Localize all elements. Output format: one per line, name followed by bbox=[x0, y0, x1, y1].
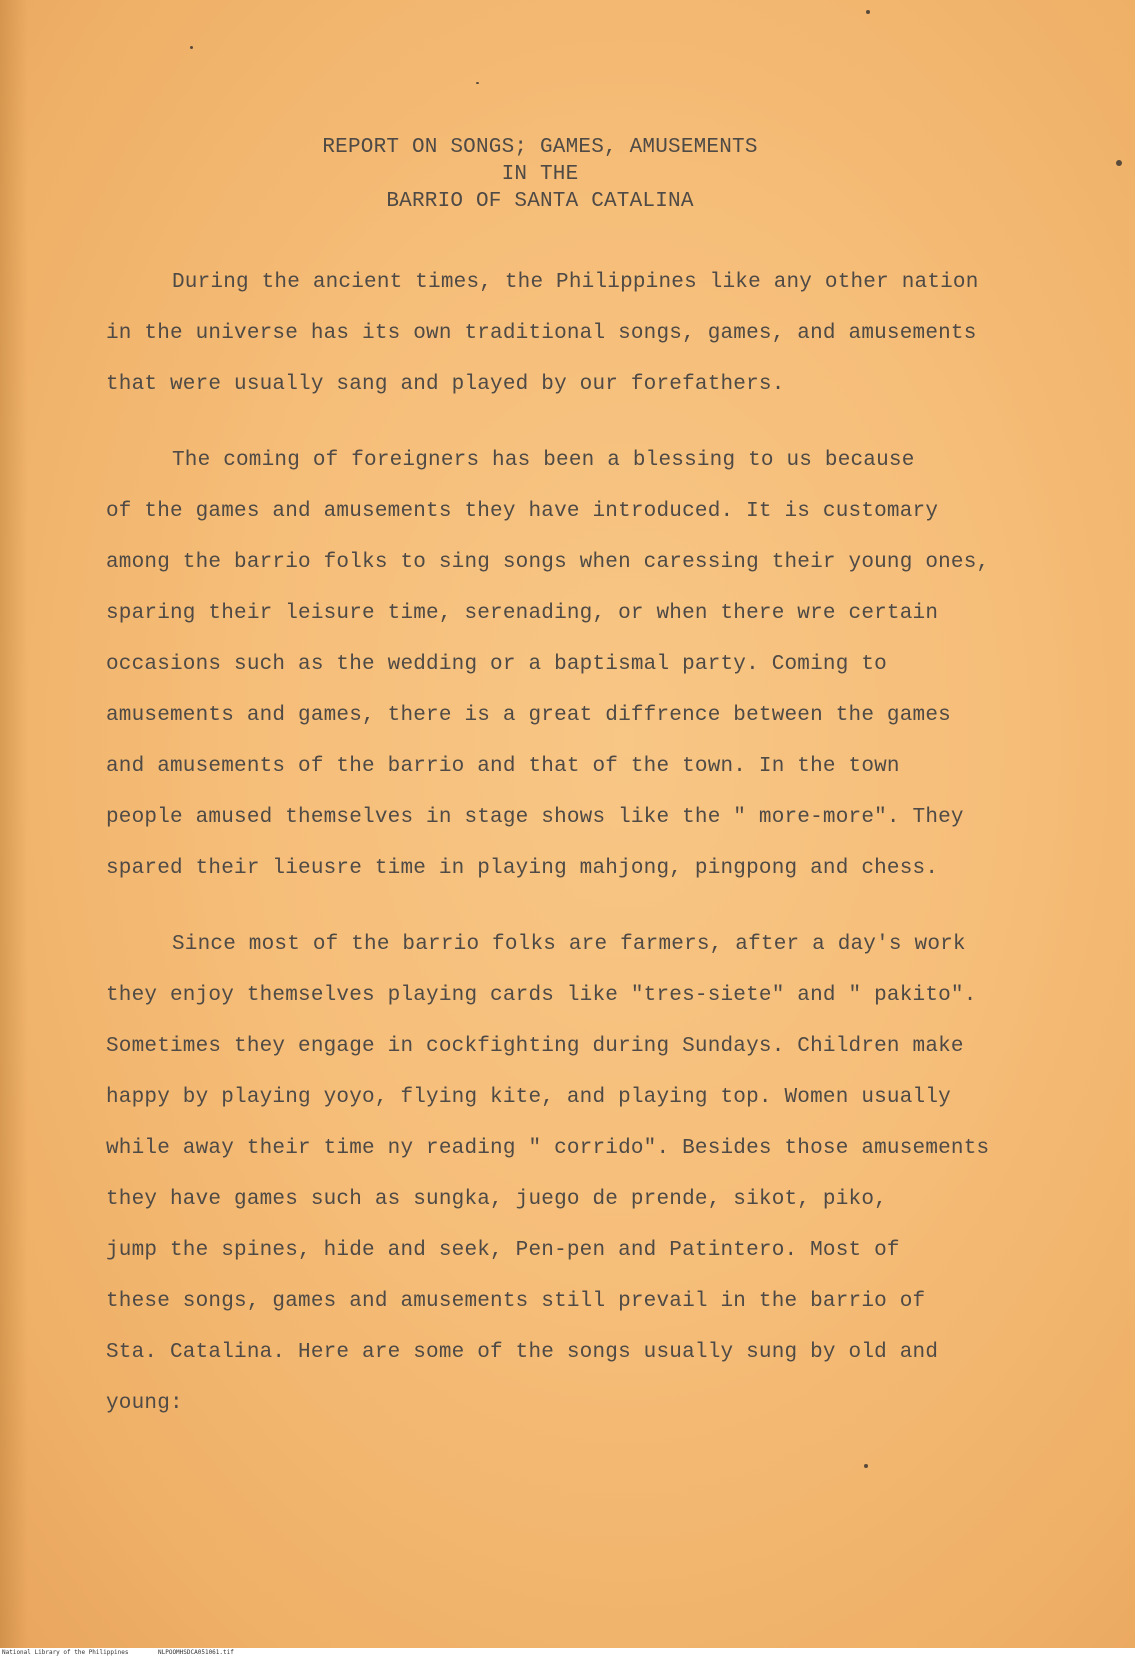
text-line: of the games and amusements they have introduced. It is customary bbox=[106, 500, 939, 523]
text-line: The coming of foreigners has been a blessing to us because bbox=[172, 449, 915, 472]
text-line: these songs, games and amusements still prevail in the barrio of bbox=[106, 1290, 926, 1313]
text-line: in the universe has its own traditional songs, games, and amusements bbox=[106, 322, 977, 345]
text-line: they have games such as sungka, juego de prende, sikot, piko, bbox=[106, 1188, 887, 1211]
text-line: while away their time ny reading " corrido". Besides those amusements bbox=[106, 1137, 990, 1160]
text-line: happy by playing yoyo, flying kite, and playing top. Women usually bbox=[106, 1086, 951, 1109]
text-line: young: bbox=[106, 1392, 183, 1415]
text-line: amusements and games, there is a great diffrence between the games bbox=[106, 704, 951, 727]
ink-speck bbox=[190, 46, 193, 49]
footer-filename: NLPOOMHSDCA051061.tif bbox=[158, 1649, 234, 1656]
text-line: During the ancient times, the Philippines like any other nation bbox=[172, 271, 979, 294]
text-line: sparing their leisure time, serenading, or when there wre certain bbox=[106, 602, 939, 625]
page-edge-shadow bbox=[0, 0, 28, 1648]
text-line: that were usually sang and played by our forefathers. bbox=[106, 373, 785, 396]
text-line: Sta. Catalina. Here are some of the songs usually sung by old and bbox=[106, 1341, 939, 1364]
ink-speck bbox=[866, 10, 870, 14]
text-line: Sometimes they engage in cockfighting during Sundays. Children make bbox=[106, 1035, 964, 1058]
text-line: and amusements of the barrio and that of the town. In the town bbox=[106, 755, 900, 778]
title-line-1: REPORT ON SONGS; GAMES, AMUSEMENTS bbox=[322, 136, 758, 159]
text-line: jump the spines, hide and seek, Pen-pen and Patintero. Most of bbox=[106, 1239, 900, 1262]
scan-footer bbox=[0, 1648, 1135, 1658]
text-line: Since most of the barrio folks are farmers, after a day's work bbox=[172, 933, 966, 956]
title-line-2: IN THE bbox=[501, 163, 579, 186]
text-line: occasions such as the wedding or a baptismal party. Coming to bbox=[106, 653, 887, 676]
title-line-3: BARRIO OF SANTA CATALINA bbox=[386, 190, 694, 213]
ink-speck bbox=[476, 82, 479, 84]
footer-library: National Library of the Philippines bbox=[2, 1649, 129, 1656]
text-line: spared their lieusre time in playing mahjong, pingpong and chess. bbox=[106, 857, 939, 880]
text-line: people amused themselves in stage shows like the " more-more". They bbox=[106, 806, 964, 829]
ink-speck bbox=[864, 1464, 868, 1468]
text-line: among the barrio folks to sing songs when caressing their young ones, bbox=[106, 551, 990, 574]
text-line: they enjoy themselves playing cards like "tres-siete" and " pakito". bbox=[106, 984, 977, 1007]
ink-speck bbox=[1116, 160, 1122, 166]
